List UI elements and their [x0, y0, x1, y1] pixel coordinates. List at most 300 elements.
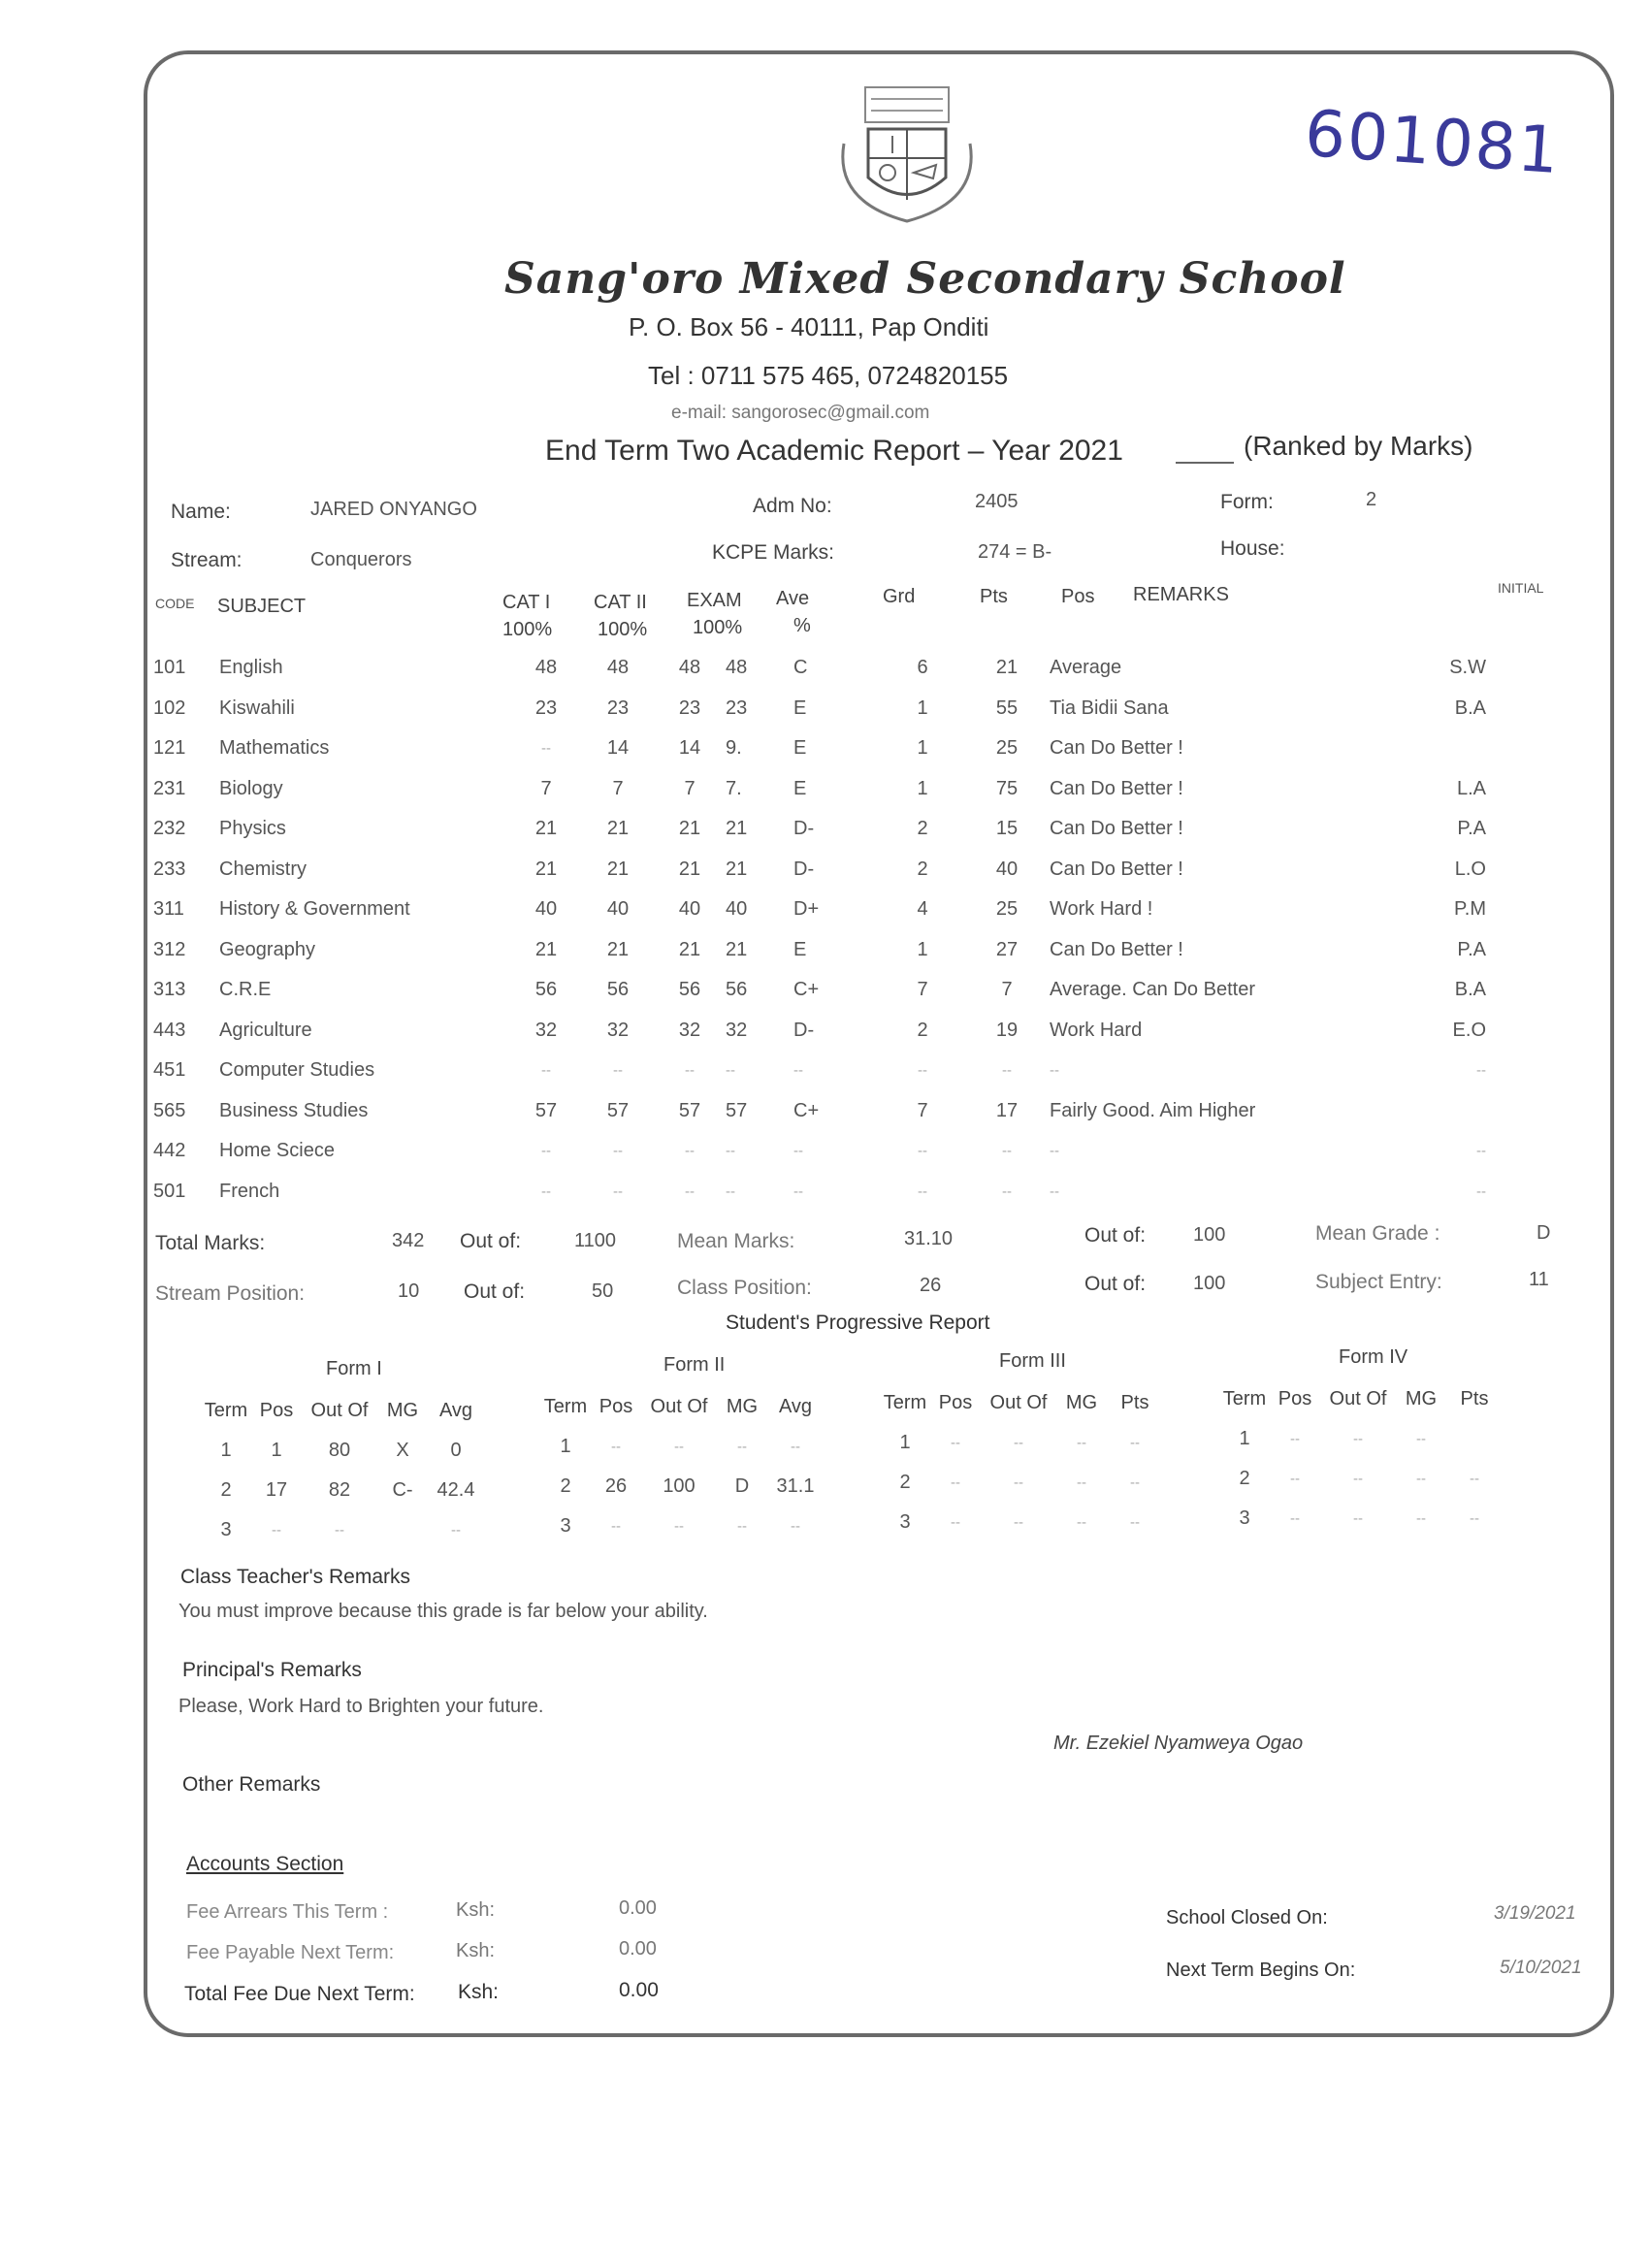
stream-position: 10 — [398, 1280, 420, 1302]
subject-code: 442 — [153, 1140, 186, 1162]
school-closed-date: 3/19/2021 — [1494, 1903, 1576, 1924]
progress-cell — [378, 1510, 427, 1550]
subject-exam: 7 — [684, 777, 696, 799]
subject-row — [153, 648, 1486, 689]
progress-cell: 1 — [560, 1436, 571, 1457]
subject-ave: -- — [726, 1183, 735, 1200]
cat1-subheader: 100% — [502, 619, 553, 640]
fee-arrears: 0.00 — [619, 1897, 657, 1919]
progress-cell: 100 — [663, 1475, 696, 1497]
subject-grd: E — [793, 697, 807, 719]
progress-cell: -- — [1290, 1431, 1300, 1447]
subject-subject: Kiswahili — [219, 697, 295, 719]
progress-cell: 2 — [560, 1475, 571, 1497]
total-marks-label: Total Marks: — [155, 1232, 266, 1254]
subject-subject: Computer Studies — [219, 1059, 375, 1082]
subject-cat2: 48 — [606, 657, 630, 679]
progress-cell: -- — [674, 1518, 684, 1535]
initial-header: INITIAL — [1498, 580, 1544, 596]
principal-name: Mr. Ezekiel Nyamweya Ogao — [1053, 1733, 1304, 1754]
subject-initial: P.A — [1457, 818, 1486, 840]
subject-exam: -- — [685, 1183, 695, 1200]
progress-cell: -- — [1077, 1514, 1086, 1531]
progress-row — [539, 1467, 825, 1507]
fee-payable-label: Fee Payable Next Term: — [186, 1942, 395, 1963]
subject-cat1: 23 — [534, 697, 558, 719]
progress-cell: 17 — [265, 1479, 288, 1501]
kcpe-label: KCPE Marks: — [712, 541, 835, 564]
progress-header: Out Of — [1329, 1388, 1387, 1409]
subject-cat1: 57 — [534, 1099, 558, 1121]
subject-row — [153, 930, 1486, 971]
progress-header-row — [1218, 1379, 1504, 1419]
student-name: JARED ONYANGO — [310, 499, 477, 520]
subject-pos: 17 — [995, 1099, 1019, 1121]
subject-remarks: -- — [1050, 1062, 1059, 1080]
subject-pos: 27 — [995, 938, 1019, 960]
subject-ave: 48 — [726, 657, 748, 679]
subject-exam: -- — [685, 1062, 695, 1080]
subject-cat1: 21 — [534, 818, 558, 840]
subject-remarks: Can Do Better ! — [1050, 777, 1183, 799]
subject-code: 443 — [153, 1019, 186, 1041]
subject-remarks: -- — [1050, 1143, 1059, 1160]
adm-label: Adm No: — [753, 495, 832, 517]
subject-row — [153, 1172, 1486, 1213]
progress-cell: -- — [451, 1522, 461, 1539]
progress-cell: -- — [1416, 1510, 1426, 1527]
subject-exam: 21 — [678, 938, 701, 960]
report-title: End Term Two Academic Report – Year 2021 — [545, 435, 1123, 467]
subject-initial: P.M — [1454, 898, 1486, 921]
subject-pts: 6 — [917, 657, 928, 679]
progress-row — [879, 1463, 1164, 1503]
subject-grd: E — [793, 777, 807, 799]
subject-pts: 7 — [917, 979, 928, 1001]
subject-code: 451 — [153, 1059, 186, 1082]
subject-grd: D- — [793, 858, 815, 880]
school-tel: Tel : 0711 575 465, 0724820155 — [648, 361, 1009, 390]
subject-pts: 7 — [917, 1099, 928, 1121]
subject-subject: English — [219, 657, 283, 679]
subject-remarks: Tia Bidii Sana — [1050, 697, 1169, 719]
subject-code: 121 — [153, 737, 186, 760]
house-label: House: — [1220, 537, 1285, 560]
subject-remarks: Can Do Better ! — [1050, 938, 1183, 960]
stream-outof-label: Out of: — [464, 1280, 526, 1303]
subject-cat2: -- — [613, 1183, 623, 1200]
total-fee-label: Total Fee Due Next Term: — [184, 1983, 415, 2005]
grd-header: Grd — [883, 586, 916, 607]
school-crest-logo — [825, 76, 989, 231]
subject-row — [153, 1131, 1486, 1172]
progress-cell: -- — [1014, 1435, 1023, 1451]
progress-header: MG — [386, 1400, 419, 1421]
school-name: Sang'oro Mixed Secondary School — [504, 254, 1346, 304]
subject-pts: 1 — [917, 737, 928, 760]
total-fee: 0.00 — [619, 1979, 659, 2001]
subject-ave: -- — [726, 1143, 735, 1160]
subject-pos: 55 — [995, 697, 1019, 719]
progress-header: Term — [543, 1396, 588, 1417]
progress-cell: -- — [674, 1439, 684, 1455]
mean-grade: D — [1537, 1222, 1551, 1244]
subject-ave: 40 — [726, 898, 748, 921]
school-closed-label: School Closed On: — [1166, 1907, 1328, 1928]
progress-row — [1218, 1459, 1504, 1499]
progress-row — [539, 1507, 825, 1546]
progress-header: MG — [726, 1396, 759, 1417]
progress-header: Pos — [1278, 1388, 1312, 1409]
progress-cell: -- — [1470, 1471, 1479, 1487]
subject-cat1: -- — [541, 740, 551, 758]
subject-row — [153, 970, 1486, 1011]
class-outof: 100 — [1193, 1273, 1226, 1294]
total-marks: 342 — [392, 1230, 425, 1251]
subject-initial: E.O — [1452, 1019, 1486, 1041]
ave-subheader: % — [793, 615, 811, 636]
subject-ave: 23 — [726, 697, 748, 719]
stream-value: Conquerors — [310, 549, 412, 570]
exam-header: EXAM — [687, 590, 742, 611]
progress-header: Pos — [259, 1400, 294, 1421]
subject-pts: 4 — [917, 898, 928, 921]
progress-header: MG — [1405, 1388, 1438, 1409]
subject-pos: 25 — [995, 737, 1019, 760]
subject-exam: 14 — [678, 737, 701, 760]
progress-cell: 3 — [220, 1519, 232, 1540]
subject-grd: -- — [793, 1062, 803, 1080]
subject-cat1: -- — [541, 1143, 551, 1160]
class-outof-label: Out of: — [1084, 1273, 1147, 1295]
progress-cell: -- — [737, 1439, 747, 1455]
progress-header: Avg — [438, 1400, 473, 1421]
ranked-by-marks: (Ranked by Marks) — [1244, 431, 1473, 461]
subject-code: 313 — [153, 979, 186, 1001]
progress-row — [200, 1471, 485, 1510]
progress-cell: -- — [1470, 1510, 1479, 1527]
subject-cat2: 40 — [606, 898, 630, 921]
progress-row — [539, 1427, 825, 1467]
next-term-date: 5/10/2021 — [1500, 1958, 1582, 1978]
progress-row — [1218, 1499, 1504, 1539]
class-teacher-remarks: You must improve because this grade is far below your ability. — [178, 1601, 708, 1622]
subject-grd: D- — [793, 818, 815, 840]
subject-remarks: Work Hard — [1050, 1019, 1143, 1041]
subject-ave: 7. — [726, 777, 742, 799]
progress-cell: -- — [1077, 1474, 1086, 1491]
progress-header: Pts — [1120, 1392, 1149, 1413]
progress-header: Avg — [778, 1396, 813, 1417]
subject-exam: 48 — [678, 657, 701, 679]
name-label: Name: — [171, 501, 231, 523]
subject-subject: French — [219, 1180, 280, 1202]
progress-header: Pts — [1460, 1388, 1489, 1409]
subject-cat2: 21 — [606, 818, 630, 840]
code-header: CODE — [155, 596, 195, 611]
subject-code: 102 — [153, 697, 186, 719]
stream-position-label: Stream Position: — [155, 1282, 306, 1305]
subject-row — [153, 769, 1486, 810]
progress-cell: -- — [1014, 1514, 1023, 1531]
total-outof-label: Out of: — [460, 1230, 522, 1252]
subject-cat1: -- — [541, 1183, 551, 1200]
subject-row — [153, 729, 1486, 769]
progress-header: MG — [1065, 1392, 1098, 1413]
subject-row — [153, 850, 1486, 891]
stream-label: Stream: — [171, 549, 243, 571]
form1-label: Form I — [326, 1358, 382, 1379]
mean-grade-label: Mean Grade : — [1315, 1222, 1440, 1245]
subject-pos: 21 — [995, 657, 1019, 679]
class-position: 26 — [920, 1275, 942, 1296]
subject-row — [153, 689, 1486, 729]
subject-entry: 11 — [1529, 1269, 1549, 1290]
subject-code: 232 — [153, 818, 186, 840]
cat2-header: CAT II — [594, 592, 647, 613]
form4-progress-table — [1218, 1379, 1504, 1539]
subject-header: SUBJECT — [217, 596, 307, 617]
subject-initial: B.A — [1454, 979, 1486, 1001]
subject-subject: Chemistry — [219, 858, 307, 880]
subject-remarks: Fairly Good. Aim Higher — [1050, 1099, 1256, 1121]
progress-cell: 1 — [1239, 1428, 1250, 1449]
progress-cell: 1 — [899, 1432, 911, 1453]
subject-initial: -- — [1476, 1062, 1486, 1080]
progress-cell: -- — [1353, 1510, 1363, 1527]
total-outof: 1100 — [574, 1230, 617, 1251]
subject-remarks: Work Hard ! — [1050, 898, 1153, 921]
subject-subject: Mathematics — [219, 737, 330, 760]
handwritten-number: 601081 — [1302, 95, 1564, 189]
progress-cell: -- — [1130, 1514, 1140, 1531]
progress-cell: -- — [1077, 1435, 1086, 1451]
pos-header: Pos — [1061, 586, 1095, 607]
subject-subject: Geography — [219, 938, 315, 960]
remarks-header: REMARKS — [1133, 584, 1229, 605]
subject-ave: 21 — [726, 818, 748, 840]
progress-cell: -- — [272, 1522, 281, 1539]
marks-table — [153, 648, 1486, 1212]
cat2-subheader: 100% — [598, 619, 648, 640]
school-address: P. O. Box 56 - 40111, Pap Onditi — [629, 312, 989, 341]
progress-cell: 26 — [604, 1475, 628, 1497]
progress-cell: -- — [1290, 1471, 1300, 1487]
exam-subheader: 100% — [693, 617, 743, 638]
subject-grd: E — [793, 938, 807, 960]
ave-header: Ave — [776, 588, 810, 609]
subject-initial: L.A — [1456, 777, 1486, 799]
subject-pos: 75 — [995, 777, 1019, 799]
subject-code: 231 — [153, 777, 186, 799]
subject-subject: Agriculture — [219, 1019, 312, 1041]
progress-header: Out Of — [650, 1396, 708, 1417]
subject-cat1: 21 — [534, 938, 558, 960]
subject-ave: 9. — [726, 737, 742, 760]
subject-initial: B.A — [1454, 697, 1486, 719]
subject-grd: -- — [793, 1183, 803, 1200]
subject-remarks: -- — [1050, 1183, 1059, 1200]
subject-grd: -- — [793, 1143, 803, 1160]
progress-row — [200, 1431, 485, 1471]
progress-row — [879, 1503, 1164, 1542]
subject-cat2: 14 — [606, 737, 630, 760]
subject-exam: 40 — [678, 898, 701, 921]
subject-ave: 32 — [726, 1019, 748, 1041]
stream-outof: 50 — [592, 1280, 614, 1302]
subject-grd: E — [793, 737, 807, 760]
subject-pts: 2 — [917, 818, 928, 840]
subject-exam: 56 — [678, 979, 701, 1001]
subject-pos: 19 — [995, 1019, 1019, 1041]
progress-cell: X — [396, 1440, 409, 1461]
progress-cell: 0 — [450, 1440, 462, 1461]
title-rule — [1176, 462, 1234, 464]
subject-remarks: Average — [1050, 657, 1122, 679]
subject-initial: P.A — [1457, 938, 1486, 960]
progress-header: Term — [883, 1392, 927, 1413]
accounts-title: Accounts Section — [186, 1853, 344, 1875]
progress-cell: -- — [737, 1518, 747, 1535]
subject-cat1: -- — [541, 1062, 551, 1080]
progress-cell: -- — [1416, 1471, 1426, 1487]
subject-pos: -- — [1002, 1143, 1012, 1160]
subject-pos: 15 — [995, 818, 1019, 840]
subject-code: 101 — [153, 657, 186, 679]
principal-remarks: Please, Work Hard to Brighten your future. — [178, 1696, 544, 1717]
form2-label: Form II — [663, 1354, 726, 1376]
subject-pts: 1 — [917, 777, 928, 799]
class-position-label: Class Position: — [677, 1277, 812, 1299]
progress-cell: 3 — [1239, 1507, 1250, 1529]
subject-code: 233 — [153, 858, 186, 880]
subject-exam: 21 — [678, 818, 701, 840]
progress-cell: -- — [951, 1474, 960, 1491]
subject-row — [153, 1091, 1486, 1132]
subject-exam: 23 — [678, 697, 701, 719]
progress-cell: -- — [1014, 1474, 1023, 1491]
fee-payable-currency: Ksh: — [456, 1940, 496, 1961]
subject-cat1: 21 — [534, 858, 558, 880]
progress-cell: 1 — [271, 1440, 282, 1461]
subject-cat2: -- — [613, 1062, 623, 1080]
progress-cell: 2 — [220, 1479, 232, 1501]
subject-initial: -- — [1476, 1183, 1486, 1200]
progress-row — [879, 1423, 1164, 1463]
subject-pts: 1 — [917, 938, 928, 960]
subject-exam: 57 — [678, 1099, 701, 1121]
progress-header-row — [200, 1391, 485, 1431]
subject-grd: D- — [793, 1019, 815, 1041]
progress-cell — [1445, 1419, 1504, 1459]
subject-subject: Physics — [219, 818, 286, 840]
subject-pos: -- — [1002, 1062, 1012, 1080]
progress-header: Term — [1222, 1388, 1267, 1409]
subject-remarks: Can Do Better ! — [1050, 858, 1183, 880]
subject-code: 501 — [153, 1180, 186, 1202]
subject-initial: S.W — [1449, 657, 1486, 679]
progress-cell: C- — [392, 1479, 413, 1501]
subject-ave: 57 — [726, 1099, 748, 1121]
subject-remarks: Average. Can Do Better — [1050, 979, 1255, 1001]
progress-cell: 31.1 — [776, 1475, 815, 1497]
subject-pos: -- — [1002, 1183, 1012, 1200]
subject-code: 565 — [153, 1099, 186, 1121]
progress-cell: -- — [1290, 1510, 1300, 1527]
subject-subject: Business Studies — [219, 1099, 369, 1121]
subject-grd: C+ — [793, 1099, 820, 1121]
subject-cat2: 56 — [606, 979, 630, 1001]
progress-header-row — [879, 1383, 1164, 1423]
class-teacher-remarks-label: Class Teacher's Remarks — [180, 1566, 411, 1588]
progress-cell: 2 — [1239, 1468, 1250, 1489]
subject-subject: History & Government — [219, 898, 410, 921]
kcpe-value: 274 = B- — [978, 541, 1052, 563]
form3-label: Form III — [999, 1350, 1066, 1372]
fee-arrears-label: Fee Arrears This Term : — [186, 1901, 389, 1923]
next-term-label: Next Term Begins On: — [1166, 1960, 1356, 1981]
subject-cat1: 7 — [540, 777, 552, 799]
subject-cat2: 57 — [606, 1099, 630, 1121]
form-label: Form: — [1220, 491, 1274, 513]
subject-cat2: 21 — [606, 858, 630, 880]
subject-ave: -- — [726, 1062, 735, 1080]
subject-ave: 21 — [726, 858, 748, 880]
progress-cell: 1 — [220, 1440, 232, 1461]
progress-cell: 80 — [328, 1440, 351, 1461]
other-remarks-label: Other Remarks — [182, 1773, 321, 1796]
subject-pos: 7 — [1001, 979, 1013, 1001]
fee-arrears-currency: Ksh: — [456, 1899, 496, 1921]
progress-cell: -- — [335, 1522, 344, 1539]
fee-payable: 0.00 — [619, 1938, 657, 1960]
subject-pts: -- — [918, 1183, 927, 1200]
subject-subject: Home Sciece — [219, 1140, 335, 1162]
subject-row — [153, 809, 1486, 850]
subject-code: 312 — [153, 938, 186, 960]
subject-ave: 21 — [726, 938, 748, 960]
progress-cell: -- — [1130, 1474, 1140, 1491]
subject-cat1: 48 — [534, 657, 558, 679]
progress-header: Out Of — [989, 1392, 1048, 1413]
subject-cat1: 40 — [534, 898, 558, 921]
pts-header: Pts — [980, 586, 1008, 607]
subject-code: 311 — [153, 898, 184, 921]
subject-cat2: 7 — [612, 777, 624, 799]
subject-initial: L.O — [1454, 858, 1486, 880]
progress-title: Student's Progressive Report — [726, 1312, 990, 1334]
progress-cell: -- — [1353, 1431, 1363, 1447]
subject-ave: 56 — [726, 979, 748, 1001]
progress-cell: -- — [951, 1514, 960, 1531]
subject-exam: 21 — [678, 858, 701, 880]
total-fee-currency: Ksh: — [458, 1981, 500, 2003]
subject-cat2: 21 — [606, 938, 630, 960]
subject-pts: 2 — [917, 1019, 928, 1041]
progress-cell: -- — [951, 1435, 960, 1451]
principal-remarks-label: Principal's Remarks — [182, 1659, 362, 1681]
subject-grd: C+ — [793, 979, 820, 1001]
progress-header-row — [539, 1387, 825, 1427]
subject-initial — [1370, 1091, 1486, 1132]
progress-header: Pos — [938, 1392, 973, 1413]
progress-cell: -- — [791, 1518, 800, 1535]
subject-row — [153, 1011, 1486, 1052]
subject-cat2: 32 — [606, 1019, 630, 1041]
progress-row — [1218, 1419, 1504, 1459]
subject-remarks: Can Do Better ! — [1050, 737, 1183, 760]
subject-entry-label: Subject Entry: — [1315, 1271, 1442, 1293]
